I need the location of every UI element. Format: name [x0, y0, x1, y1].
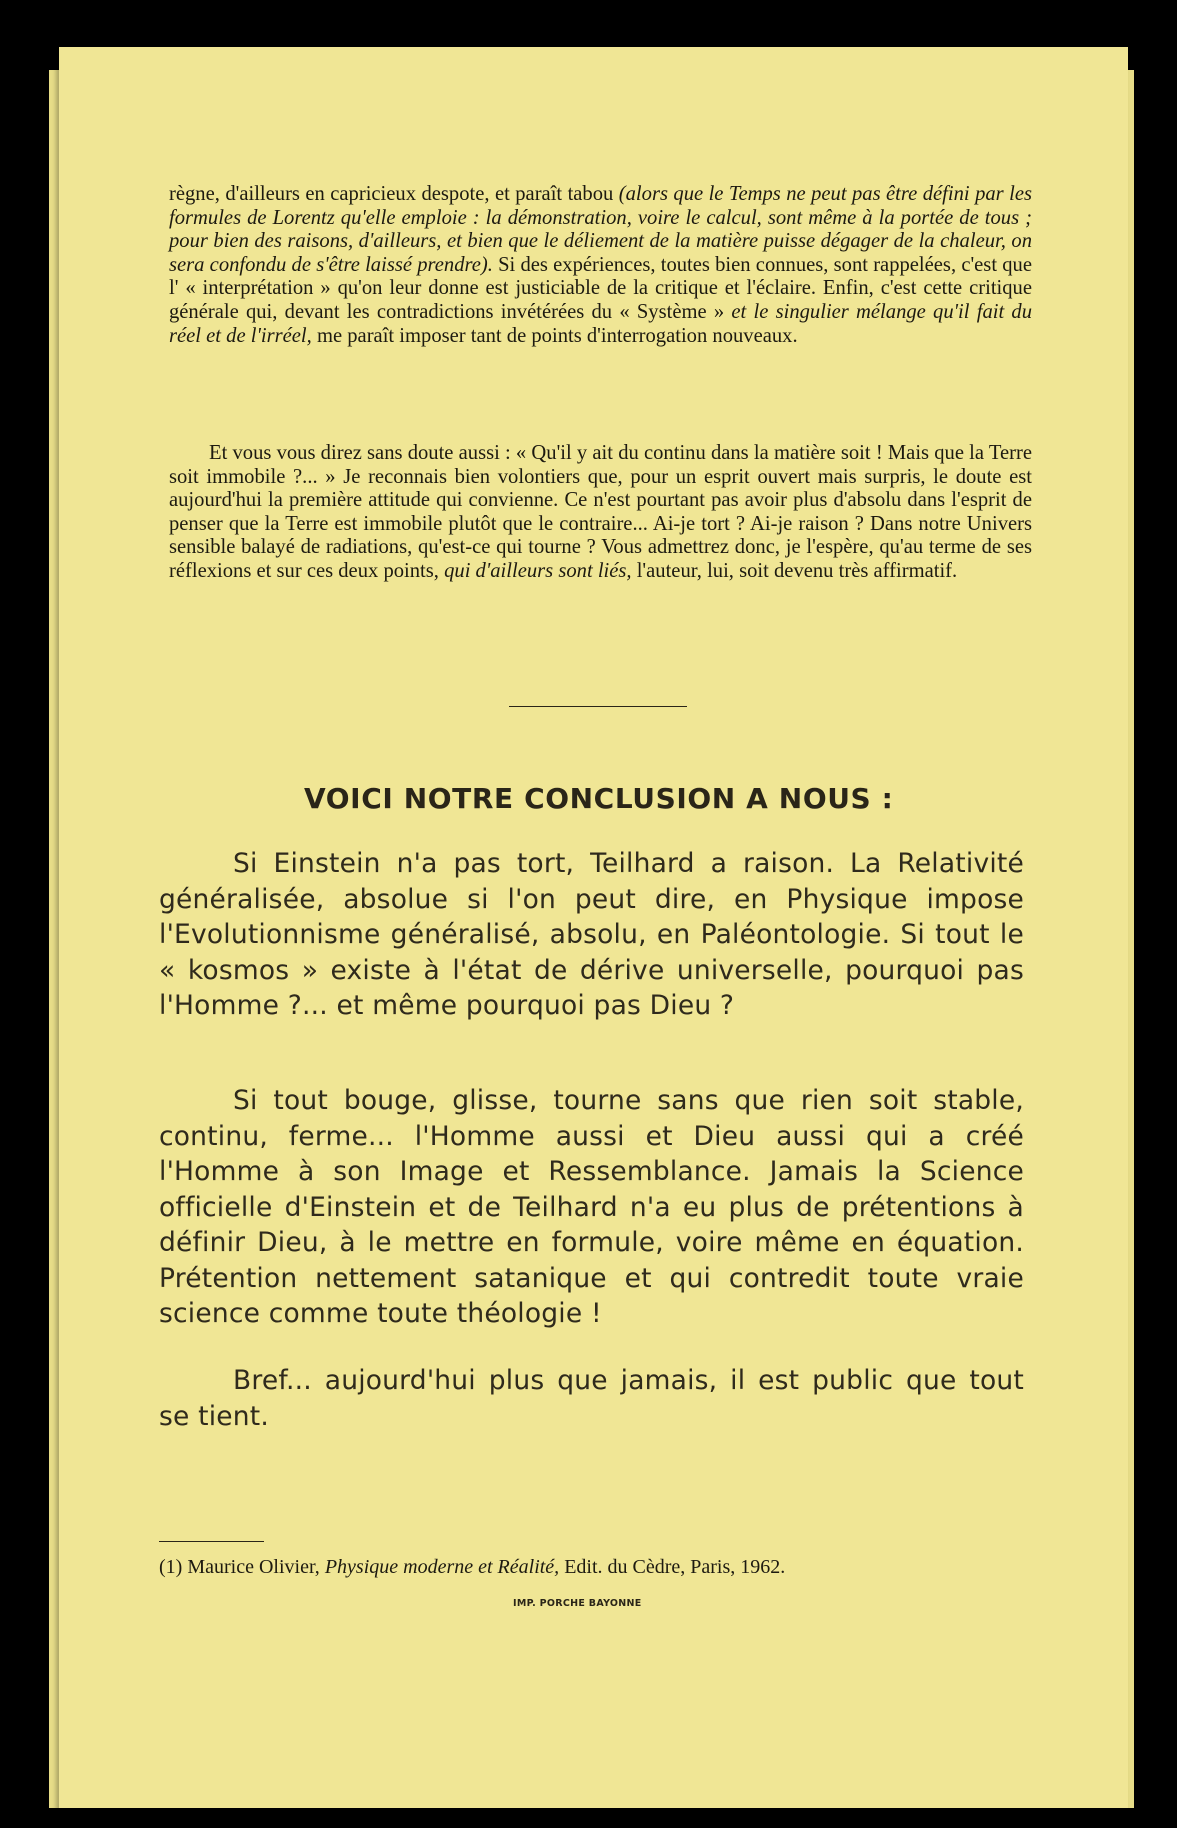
conclusion-heading: VOICI NOTRE CONCLUSION A NOUS : [304, 782, 894, 815]
section-divider [509, 706, 687, 707]
printer-imprint: IMP. PORCHE BAYONNE [513, 1598, 642, 1609]
footnote-prefix: (1) Maurice Olivier, [159, 1556, 325, 1578]
body-paragraph-1 [169, 183, 1032, 348]
conclusion-paragraph-1: Si Einstein n'a pas tort, Teilhard a raison. La Relativité généralisée, absolue si l'on peut dire, en Physique impose l'Evolutionnisme généralisé, absolu, en Paléontologie. Si tout le « kosmos » existe à l'état de dérive universelle, pourquoi pas l'Homme ?... et même pourquoi pas Dieu ? [159, 848, 1024, 1021]
footnote-divider [159, 1541, 264, 1542]
footnote-suffix: Edit. du Cèdre, Paris, 1962. [559, 1556, 786, 1578]
p2-text-2: l'auteur, lui, soit devenu très affirmatif. [631, 559, 958, 582]
body-paragraph-2 [169, 442, 1032, 584]
conclusion-paragraph-2: Si tout bouge, glisse, tourne sans que rien soit stable, continu, ferme... l'Homme aussi et Dieu aussi qui a créé l'Homme à son Image et Ressemblance. Jamais la Science officielle d'Einstein et de Teilhard n'a eu plus de prétentions à définir Dieu, à le mettre en formule, voire même en équation. Prétention nettement satanique et qui contredit toute vraie science comme toute théologie ! [159, 1085, 1024, 1329]
p1-text-1: règne, d'ailleurs en capricieux despote, et paraît tabou [169, 183, 619, 205]
footnote-title: Physique moderne et Réalité, [324, 1556, 560, 1578]
p1-text-3: me paraît imposer tant de points d'interrogation nouveaux. [311, 324, 798, 347]
conclusion-paragraph-3: Bref... aujourd'hui plus que jamais, il est public que tout se tient. [159, 1365, 1024, 1432]
footnote [159, 1556, 1029, 1579]
p1-italic-2: et le singulier mélange qu'il fait du réel et de l'irréel, [169, 300, 1033, 347]
p2-italic-1: qui d'ailleurs sont liés, [444, 559, 632, 582]
p1-text-2: Si des expériences, toutes bien connues, sont rappelées, c'est que l' « interprétation » qu'on leur donne est justiciable de la critique et l'éclaire. Enfin, c'est cette critique générale qui, devant les contradictions invétérées du « Système » [169, 253, 1032, 323]
p2-text-1: Et vous vous direz sans doute aussi : « Qu'il y ait du continu dans la matière soit ! Mais que la Terre soit immobile ?... » Je reconnais bien volontiers que, pour un esprit ouvert mais surpris, le doute est aujourd'hui la première attitude qui convienne. Ce n'est pourtant pas avoir plus d'absolu dans l'esprit de penser que la Terre est immobile plutôt que le contraire... Ai-je tort ? Ai-je raison ? Dans notre Univers sensible balayé de radiations, qu'est-ce qui tourne ? Vous admettrez donc, je l'espère, qu'au terme de ses réflexions et sur ces deux points, [169, 442, 1032, 582]
p1-italic-1: (alors que le Temps ne peut pas être défini par les formules de Lorentz qu'elle emploie : la démonstration, voire le calcul, sont même à la portée de tous ; pour bien des raisons, d'ailleurs, et bien que le déliement de la matière puisse dégager de la chaleur, on sera confondu de s'être laissé prendre). [169, 183, 1032, 276]
